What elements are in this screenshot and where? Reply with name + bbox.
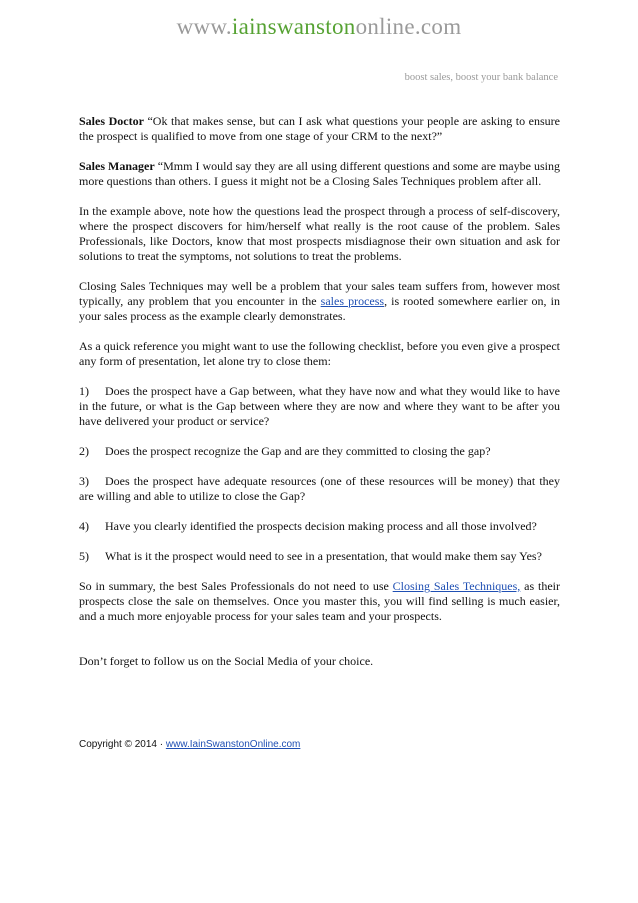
checklist-text: Does the prospect have adequate resources (one of these resources will be money) that they are willing and able to utilize to close the Gap? xyxy=(79,474,560,503)
sales-process-link[interactable]: sales process xyxy=(320,294,385,308)
paragraph-sales-doctor xyxy=(79,114,560,144)
checklist-item-4 xyxy=(79,519,560,534)
paragraph-text: “Mmm I would say they are all using different questions and some are maybe using more questions than others. I guess it might not be a Closing Sales Techniques problem after all. xyxy=(79,159,561,188)
paragraph-social-media: Don’t forget to follow us on the Social Media of your choice. xyxy=(79,654,374,668)
checklist-text: What is it the prospect would need to see in a presentation, that would make them say Yes? xyxy=(105,549,542,563)
page-footer xyxy=(79,739,300,750)
checklist-item-3 xyxy=(79,474,560,504)
site-suffix: online.com xyxy=(355,14,462,39)
checklist-item-2 xyxy=(79,444,560,459)
site-title xyxy=(0,14,638,40)
site-brand: iainswanston xyxy=(231,14,356,39)
checklist-text: Does the prospect recognize the Gap and are they committed to closing the gap? xyxy=(105,444,491,458)
checklist-text: Does the prospect have a Gap between, what they have now and what they would like to have in the future, or what is the Gap between where they are now and where they want to be after you have delivered your product or service? xyxy=(79,384,560,428)
paragraph-text: So in summary, the best Sales Professionals do not need to use xyxy=(79,579,393,593)
page-header xyxy=(0,14,638,40)
paragraph-closing-techniques xyxy=(79,279,560,324)
paragraph-text: “Ok that makes sense, but can I ask what questions your people are asking to ensure the prospect is qualified to move from one stage of your CRM to the next?” xyxy=(79,114,560,143)
speaker-label: Sales Manager xyxy=(79,159,155,173)
paragraph-summary xyxy=(79,579,560,624)
checklist-item-5 xyxy=(79,549,560,564)
checklist-number: 5) xyxy=(79,549,89,563)
copyright-text: Copyright © 2014 · xyxy=(79,739,166,750)
site-prefix: www. xyxy=(176,14,232,39)
paragraph-text: Closing Sales Techniques may well be a problem that your sales team suffers from, however most typically, any problem that you encounter in the xyxy=(79,279,560,308)
closing-sales-techniques-link[interactable]: Closing Sales Techniques, xyxy=(392,579,521,593)
checklist-text: Have you clearly identified the prospects decision making process and all those involved? xyxy=(105,519,537,533)
checklist-number: 2) xyxy=(79,444,89,458)
checklist-number: 1) xyxy=(79,384,89,398)
speaker-label: Sales Doctor xyxy=(79,114,144,128)
footer-website-link[interactable]: www.IainSwanstonOnline.com xyxy=(165,739,301,750)
document-body xyxy=(79,114,560,684)
checklist-number: 3) xyxy=(79,474,89,488)
paragraph-text: , is rooted somewhere earlier on, in your sales process as the example clearly demonstrates. xyxy=(79,294,560,323)
site-tagline: boost sales, boost your bank balance xyxy=(404,72,558,83)
checklist-number: 4) xyxy=(79,519,89,533)
paragraph-checklist-intro: As a quick reference you might want to use the following checklist, before you even give a prospect any form of presentation, let alone try to close them: xyxy=(79,339,560,368)
paragraph-sales-manager xyxy=(79,159,560,189)
checklist-item-1 xyxy=(79,384,560,429)
paragraph-example: In the example above, note how the questions lead the prospect through a process of self-discovery, where the prospect discovers for him/herself what really is the root cause of the problem. Sales Professionals, like Doctors, know that most prospects misdiagnose their own situation and ask for solutions to treat the symptoms, not solutions to treat the problems. xyxy=(79,204,560,263)
paragraph-text: as their prospects close the sale on themselves. Once you master this, you will find selling is much easier, and a much more enjoyable process for your sales team and your prospects. xyxy=(79,579,560,623)
